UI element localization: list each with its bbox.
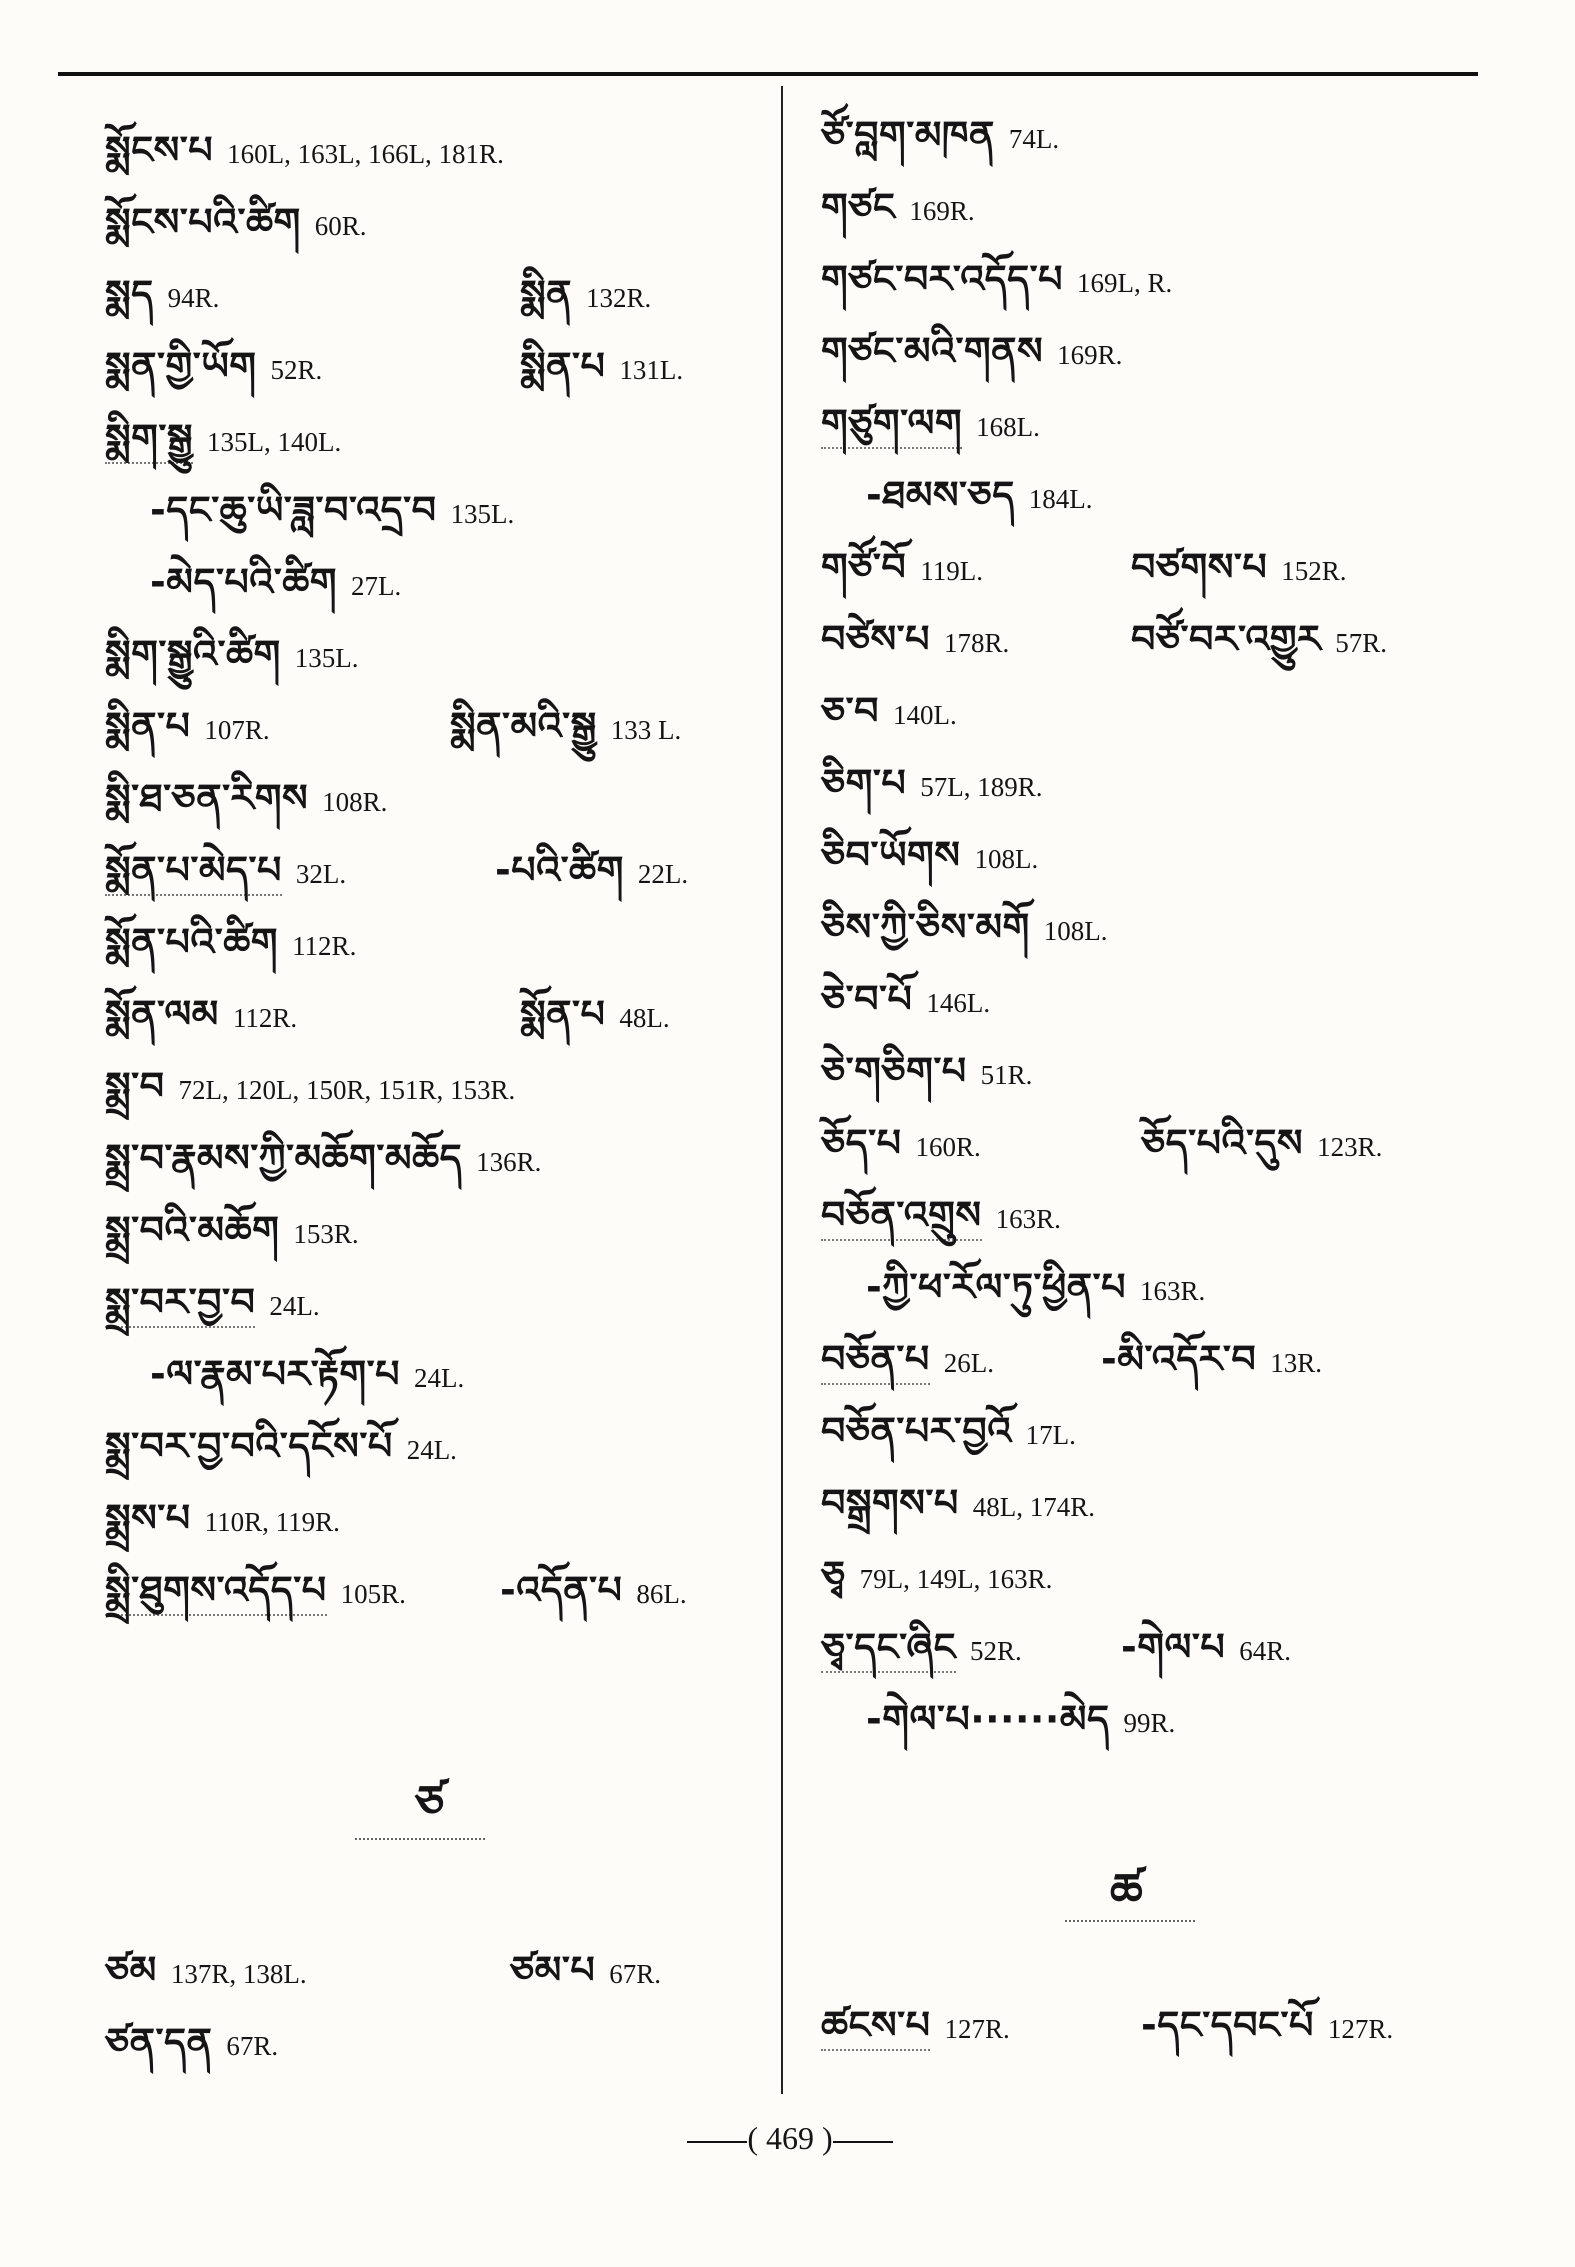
page-reference: 152R. — [1281, 556, 1347, 586]
index-row — [821, 1118, 1471, 1190]
index-entry — [105, 989, 297, 1047]
page-reference: 135L. — [294, 643, 359, 673]
page-reference: 127R. — [1327, 2014, 1394, 2044]
index-row — [105, 773, 745, 845]
page-reference: 60R. — [314, 211, 367, 241]
page-reference: 24L. — [406, 1435, 457, 1465]
page-reference: 178R. — [944, 628, 1010, 658]
index-row — [821, 1190, 1471, 1262]
index-entry — [105, 341, 322, 399]
tibetan-term: སྨོན་ལམ — [105, 992, 219, 1036]
left-column — [105, 125, 745, 1637]
tibetan-term: སྨྲ་བ་རྣམས་ཀྱི་མཆོག་མཆོད — [105, 1136, 463, 1180]
index-entry — [105, 2017, 278, 2075]
tibetan-term: བཙགས་པ — [1131, 545, 1268, 589]
index-row — [821, 830, 1471, 902]
index-entry — [821, 110, 1059, 168]
tibetan-term: ཅྭ — [821, 1553, 846, 1597]
index-entry — [105, 269, 219, 327]
left-section-entries — [105, 1945, 745, 2089]
page-reference: 160R. — [915, 1132, 981, 1162]
page-reference: 17L. — [1025, 1420, 1076, 1450]
index-row — [105, 197, 745, 269]
index-entry — [821, 398, 1040, 456]
page-reference: 108R. — [322, 787, 388, 817]
page-reference: 146L. — [926, 988, 991, 1018]
page-reference: 67R. — [226, 2031, 279, 2061]
index-entry — [821, 1334, 994, 1392]
tibetan-term: -མི་འདོར་བ — [1101, 1337, 1257, 1381]
page-reference: 163R. — [995, 1204, 1061, 1234]
index-row — [105, 1349, 745, 1421]
page-reference: 27L. — [351, 571, 402, 601]
page-reference: 153R. — [293, 1219, 359, 1249]
index-entry — [105, 1565, 406, 1623]
right-section-entries — [821, 2000, 1471, 2072]
column-divider — [781, 86, 783, 2094]
index-row — [821, 902, 1471, 974]
index-row — [821, 1622, 1471, 1694]
index-row — [821, 470, 1471, 542]
section-heading-right: ཚ — [1110, 1863, 1143, 1917]
page-reference: 24L. — [269, 1291, 320, 1321]
tibetan-term: སྨིན — [520, 272, 572, 316]
page-reference: 169R. — [909, 196, 975, 226]
index-entry — [105, 1421, 457, 1479]
page-reference: 52R. — [270, 355, 323, 385]
tibetan-term: བཅོན་པ — [821, 1337, 930, 1385]
page-reference: 74L. — [1008, 124, 1060, 154]
tibetan-term: བཙོ་བར་འགྱུར — [1131, 617, 1322, 661]
page-reference: 112R. — [292, 931, 357, 961]
folio-dash — [833, 2141, 893, 2143]
tibetan-term: གཙང་མའི་གནས — [821, 329, 1044, 373]
page-reference: 79L, 149L, 163R. — [859, 1564, 1053, 1594]
tibetan-term: -གེལ་པ······མེད — [866, 1697, 1110, 1741]
index-entry — [821, 182, 975, 240]
index-row — [105, 269, 745, 341]
tibetan-term: སྨྲས་པ — [105, 1496, 191, 1540]
tibetan-term: གཙོ་བོ — [821, 545, 907, 589]
index-row — [105, 341, 745, 413]
index-row — [821, 1046, 1471, 1118]
index-entry — [105, 629, 359, 687]
tibetan-term: -དང་དབང་པོ — [1141, 2003, 1314, 2047]
tibetan-term: བཙེས་པ — [821, 617, 931, 661]
index-entry — [105, 1493, 340, 1551]
index-entry — [105, 1945, 307, 2003]
tibetan-term: སྨོན་པའི་ཚིག — [105, 920, 279, 964]
page-reference: 48L. — [619, 1003, 670, 1033]
index-entry — [150, 1349, 464, 1407]
page-reference: 131L. — [619, 355, 684, 385]
tibetan-term: ཙོ་བླག་མཁན — [821, 113, 995, 157]
index-entry — [821, 1406, 1076, 1464]
index-row — [821, 1550, 1471, 1622]
index-row — [105, 845, 745, 917]
tibetan-term: -དང་ཆུ་ཡི་ཟླ་བ་འདྲ་བ — [150, 488, 437, 532]
index-row — [105, 1205, 745, 1277]
tibetan-term: ཅེ་གཅིག་པ — [821, 1049, 967, 1093]
page-reference: 32L. — [295, 859, 347, 889]
tibetan-term: ཚངས་པ — [821, 2003, 930, 2051]
tibetan-term: ཅེ་བ་པོ — [821, 977, 913, 1021]
index-entry — [821, 974, 990, 1032]
index-entry — [821, 1550, 1052, 1608]
tibetan-term: སྨི་ཐ་ཅན་རིགས — [105, 776, 309, 820]
tibetan-term: སྨྲ་བ — [105, 1064, 165, 1108]
index-entry — [821, 2000, 1010, 2058]
tibetan-term: གཙང — [821, 185, 896, 229]
tibetan-term: ཙམ་པ — [510, 1948, 596, 1992]
index-row — [105, 125, 745, 197]
index-row — [821, 182, 1471, 254]
right-column — [821, 110, 1471, 1766]
index-row — [105, 629, 745, 701]
tibetan-term: སྨོན་པ — [520, 992, 606, 1036]
index-entry — [520, 269, 651, 327]
index-row — [821, 1694, 1471, 1766]
index-entry — [520, 341, 683, 399]
page-reference: 168L. — [976, 412, 1040, 442]
section-heading-left: ཙ — [415, 1775, 445, 1829]
page-reference: 99R. — [1123, 1708, 1176, 1738]
index-entry — [105, 1061, 515, 1119]
index-entry — [821, 830, 1038, 888]
page-reference: 24L. — [413, 1363, 465, 1393]
page-reference: 110R, 119R. — [204, 1507, 340, 1537]
page-reference: 132R. — [586, 283, 652, 313]
page-reference: 135L, 140L. — [207, 427, 342, 457]
index-row — [821, 1334, 1471, 1406]
index-entry — [105, 1205, 359, 1263]
page-reference: 86L. — [636, 1579, 687, 1609]
tibetan-term: ཅོད་པའི་དུས — [1141, 1121, 1304, 1165]
index-row — [821, 110, 1471, 182]
heading-underline — [1065, 1920, 1195, 1922]
index-row — [105, 701, 745, 773]
tibetan-term: གཙང་བར་འདོད་པ — [821, 257, 1063, 301]
tibetan-term: ཙན་དན — [105, 2020, 213, 2064]
index-entry — [1131, 542, 1347, 600]
index-entry — [495, 845, 688, 903]
index-row — [821, 326, 1471, 398]
index-entry — [821, 902, 1108, 960]
index-row — [105, 917, 745, 989]
index-row — [821, 974, 1471, 1046]
index-entry — [821, 1190, 1061, 1248]
tibetan-term: སྨན་གྱི་ཡོག — [105, 344, 257, 388]
index-row — [821, 254, 1471, 326]
index-entry — [150, 557, 401, 615]
index-row — [821, 758, 1471, 830]
index-entry — [821, 542, 983, 600]
index-entry — [1101, 1334, 1322, 1392]
page-reference: 72L, 120L, 150R, 151R, 153R. — [178, 1075, 516, 1105]
tibetan-term: -མེད་པའི་ཚིག — [150, 560, 338, 604]
index-entry — [105, 1133, 541, 1191]
page-reference: 119L. — [920, 556, 984, 586]
index-row — [105, 989, 745, 1061]
page-reference: 26L. — [943, 1348, 994, 1378]
index-entry — [821, 758, 1043, 816]
page-reference: 108L. — [974, 844, 1039, 874]
tibetan-term: སྨོངས་པ — [105, 128, 214, 172]
tibetan-term: བསྒྲགས་པ — [821, 1481, 959, 1525]
tibetan-term: ཙམ — [105, 1948, 157, 1992]
index-entry — [1121, 1622, 1291, 1680]
page-reference: 163R. — [1139, 1276, 1206, 1306]
page-reference: 123R. — [1317, 1132, 1383, 1162]
tibetan-term: སྨིག་སྒྱུ — [105, 416, 193, 464]
index-row — [821, 542, 1471, 614]
index-entry — [821, 254, 1172, 312]
tibetan-term: ཅིས་ཀྱི་ཅིས་མགོ — [821, 905, 1030, 949]
page-reference: 22L. — [637, 859, 689, 889]
index-entry — [105, 1277, 320, 1335]
tibetan-term: སྨད — [105, 272, 154, 316]
page-reference: 94R. — [167, 283, 220, 313]
tibetan-term: -གེལ་པ — [1121, 1625, 1226, 1669]
page-reference: 51R. — [980, 1060, 1033, 1090]
index-row — [105, 1133, 745, 1205]
index-row — [821, 614, 1471, 686]
page-reference: 135L. — [450, 499, 515, 529]
index-entry — [150, 485, 514, 543]
page-reference: 67R. — [609, 1959, 661, 1989]
page-reference: 105R. — [340, 1579, 406, 1609]
tibetan-term: སྨིན་པ — [520, 344, 606, 388]
index-row — [105, 1277, 745, 1349]
folio-dash — [687, 2141, 747, 2143]
index-entry — [105, 917, 356, 975]
tibetan-term: -པའི་ཚིག — [495, 848, 624, 892]
index-entry — [1141, 2000, 1393, 2058]
index-entry — [105, 701, 270, 759]
page-reference: 137R, 138L. — [170, 1959, 307, 1989]
page-reference: 112R. — [232, 1003, 298, 1033]
page-reference: 57R. — [1335, 628, 1388, 658]
page-reference: 13R. — [1270, 1348, 1323, 1378]
tibetan-term: སྨྲ་བའི་མཆོག — [105, 1208, 280, 1252]
index-entry — [866, 1262, 1205, 1320]
index-entry — [821, 1046, 1032, 1104]
index-row — [105, 557, 745, 629]
page-reference: 184L. — [1028, 484, 1093, 514]
page-reference: 136R. — [476, 1147, 542, 1177]
tibetan-term: -ཐམས་ཅད — [866, 473, 1015, 517]
page-number-value: 469 — [766, 2120, 814, 2156]
page-reference: 57L, 189R. — [920, 772, 1043, 802]
tibetan-term: སྨྲི་ཐུགས་འདོད་པ — [105, 1568, 327, 1616]
index-entry — [105, 125, 504, 183]
tibetan-term: -འདོན་པ — [500, 1568, 623, 1612]
tibetan-term: ཅ་བ — [821, 689, 880, 733]
tibetan-term: བཅོན་འགྲུས — [821, 1193, 982, 1241]
page-reference: 140L. — [893, 700, 957, 730]
tibetan-term: -ཀྱི་ཕ་རོལ་ཏུ་ཕྱིན་པ — [866, 1265, 1126, 1309]
tibetan-term: ཅོད་པ — [821, 1121, 902, 1165]
index-entry — [821, 1622, 1022, 1680]
index-row — [105, 1061, 745, 1133]
index-entry — [105, 413, 341, 471]
index-entry — [821, 1118, 981, 1176]
page-reference: 107R. — [204, 715, 270, 745]
index-row — [105, 1421, 745, 1493]
index-entry — [821, 614, 1009, 672]
tibetan-term: སྨོན་པ་མེད་པ — [105, 848, 282, 896]
tibetan-term: གཙུག་ལག — [821, 401, 962, 449]
index-entry — [105, 845, 346, 903]
tibetan-term: ཅིབ་ཡོགས — [821, 833, 961, 877]
index-entry — [1131, 614, 1387, 672]
index-entry — [821, 1478, 1095, 1536]
tibetan-term: སྨྲ་བར་བྱ་བ — [105, 1280, 255, 1328]
page-reference: 48L, 174R. — [972, 1492, 1096, 1522]
index-entry — [866, 470, 1092, 528]
index-row — [105, 485, 745, 557]
index-row — [821, 1406, 1471, 1478]
index-row — [821, 1478, 1471, 1550]
tibetan-term: བཅོན་པར་བྱའོ — [821, 1409, 1012, 1453]
index-entry — [105, 773, 387, 831]
index-entry — [450, 701, 681, 759]
page-reference: 169L, R. — [1076, 268, 1173, 298]
index-row — [821, 1262, 1471, 1334]
index-entry — [866, 1694, 1175, 1752]
index-entry — [500, 1565, 687, 1623]
page-reference: 64R. — [1239, 1636, 1291, 1666]
top-rule — [58, 72, 1478, 76]
tibetan-term: སྨྲ་བར་བྱ་བའི་དངོས་པོ — [105, 1424, 393, 1468]
index-row — [821, 2000, 1471, 2072]
index-row — [821, 686, 1471, 758]
page-number: ( 469 ) — [640, 2120, 940, 2157]
page-reference: 127R. — [944, 2014, 1010, 2044]
index-row — [105, 1565, 745, 1637]
page-reference: 52R. — [969, 1636, 1022, 1666]
page-reference: 169R. — [1057, 340, 1123, 370]
tibetan-term: སྨོངས་པའི་ཚིག — [105, 200, 301, 244]
index-row — [105, 2017, 745, 2089]
index-entry — [520, 989, 670, 1047]
index-entry — [821, 326, 1122, 384]
tibetan-term: -ལ་རྣམ་པར་རྟོག་པ — [150, 1352, 400, 1396]
index-row — [105, 1945, 745, 2017]
page-reference: 108L. — [1043, 916, 1108, 946]
index-row — [105, 413, 745, 485]
tibetan-term: ཅིག་པ — [821, 761, 907, 805]
heading-underline — [355, 1838, 485, 1840]
index-row — [821, 398, 1471, 470]
page-reference: 160L, 163L, 166L, 181R. — [227, 139, 504, 169]
tibetan-term: སྨིན་པ — [105, 704, 191, 748]
index-entry — [821, 686, 957, 744]
tibetan-term: སྨིན་མའི་སྒྱུ — [450, 704, 597, 748]
tibetan-term: ཅྭ་དང་ཞིང — [821, 1625, 956, 1673]
index-entry — [1141, 1118, 1382, 1176]
index-row — [105, 1493, 745, 1565]
index-entry — [510, 1945, 661, 2003]
page-reference: 133 L. — [610, 715, 682, 745]
tibetan-term: སྨིག་སྒྱུའི་ཚིག — [105, 632, 281, 676]
index-entry — [105, 197, 367, 255]
